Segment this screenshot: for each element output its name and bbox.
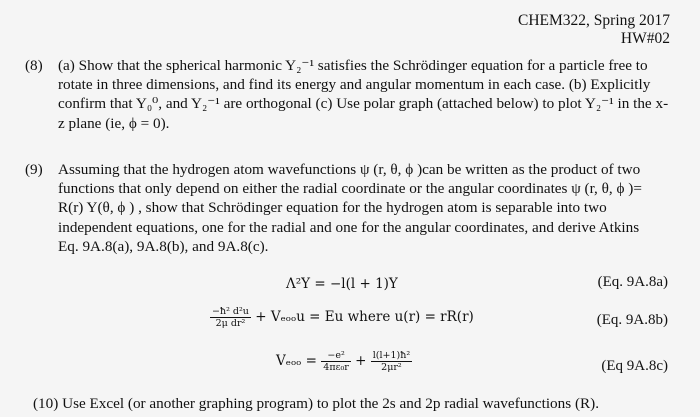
problem-9-line-3: R(r) Y(θ, ϕ ) , show that Schrödinger equation for the hydrogen atom is separable into two	[58, 199, 607, 217]
problem-number: (8)	[25, 57, 43, 74]
problem-9	[25, 160, 680, 256]
fraction-denominator: 4πε₀r	[323, 362, 349, 373]
equation-label: (Eq. 9A.8b)	[596, 312, 668, 328]
equation-lhs: Vₑₒₒ =	[276, 353, 317, 369]
equation-9a8a	[286, 276, 398, 292]
fraction-numerator: l(l+1)ħ²	[372, 350, 411, 361]
problem-9-line-4: independent equations, one for the radial and one for the angular coordinates, and derive Atkins	[58, 218, 640, 236]
header	[518, 12, 670, 48]
equation-expression: Λ²Y = −l(l + 1)Y	[286, 276, 398, 292]
problem-8	[25, 56, 680, 133]
problem-9-line-5: Eq. 9A.8(a), 9A.8(b), and 9A.8(c).	[58, 237, 269, 255]
problem-8-line-2: rotate in three dimensions, and find its energy and angular momentum in each case. (b) Explicitly	[58, 76, 651, 94]
fraction-numerator: −e²	[321, 350, 351, 362]
equation-9a8c	[276, 350, 412, 373]
homework-number: HW#02	[620, 30, 670, 47]
equation-expression: + Vₑₒₒu = Eu where u(r) = rR(r)	[255, 309, 474, 325]
problem-8-line-4: z plane (ie, ϕ = 0).	[58, 114, 170, 132]
problem-10-text: Use Excel (or another graphing program) to plot the 2s and 2p radial wavefunctions (R).	[62, 395, 599, 412]
problem-8-line-3: confirm that Y₀⁰, and Y₂⁻¹ are orthogonal (c) Use polar graph (attached below) to plot Y₂⁻¹ in the x-	[58, 95, 669, 113]
equation-label: (Eq 9A.8c)	[601, 358, 668, 374]
plus-sign: +	[355, 353, 367, 369]
problem-9-line-2: functions that only depend on either the radial coordinate or the angular coordinates ψ (r, θ, ϕ )=	[58, 180, 642, 198]
equation-label: (Eq. 9A.8a)	[597, 274, 668, 290]
problem-number: (10)	[33, 395, 59, 412]
problem-9-line-1: Assuming that the hydrogen atom wavefunctions ψ (r, θ, ϕ )can be written as the product of two	[58, 161, 641, 178]
fraction-denominator: 2μr²	[381, 362, 402, 373]
course-title: CHEM322, Spring 2017	[518, 12, 670, 29]
problem-8-line-1: (a) Show that the spherical harmonic Y₂⁻¹ satisfies the Schrödinger equation for a particle free to	[58, 57, 648, 74]
fraction	[371, 350, 412, 373]
equation-9a8b	[210, 306, 474, 329]
fraction	[321, 350, 351, 373]
fraction	[210, 306, 251, 329]
problem-10	[33, 394, 688, 413]
fraction-numerator: −ħ² d²u	[212, 306, 249, 317]
problem-number: (9)	[25, 161, 43, 178]
fraction-denominator: 2μ dr²	[215, 318, 246, 329]
